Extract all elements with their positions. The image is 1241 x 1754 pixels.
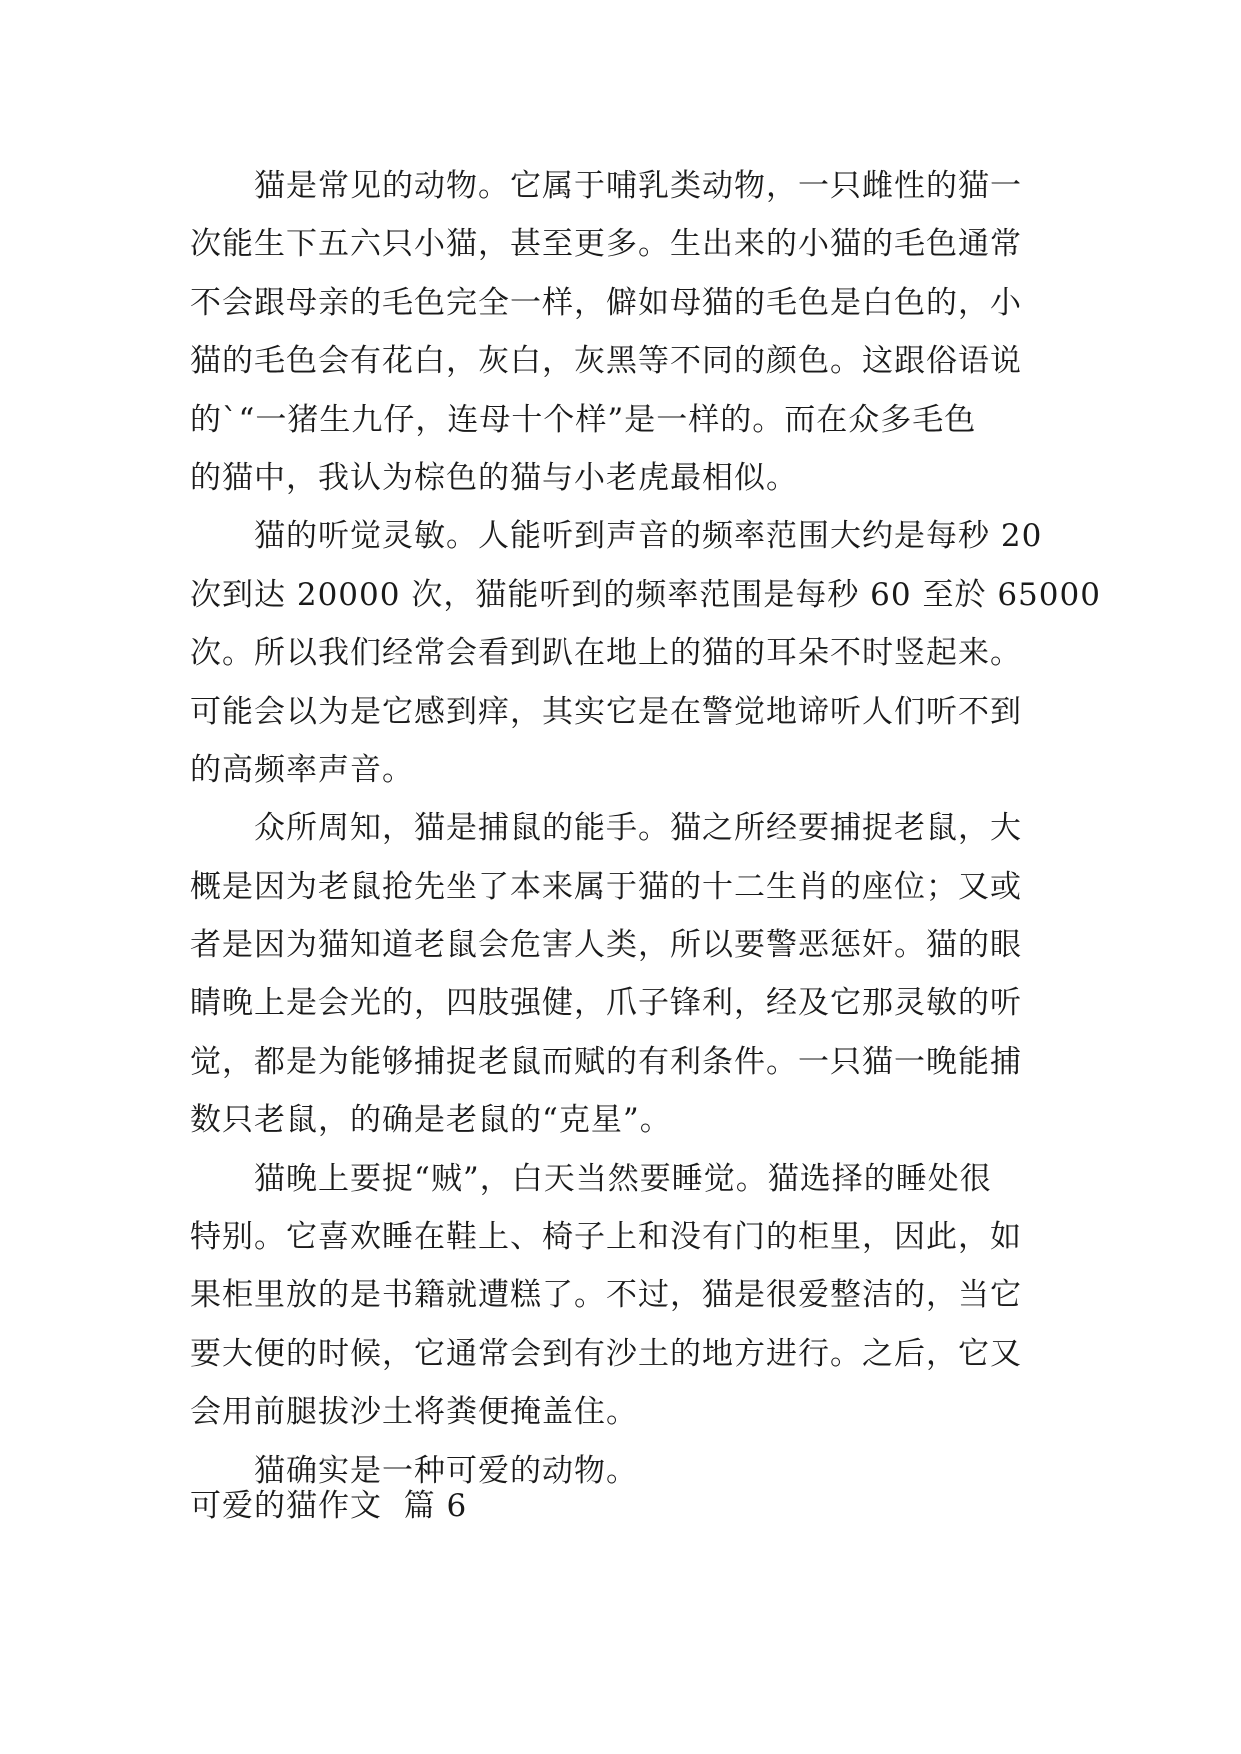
text-line: 次。所以我们经常会看到趴在地上的猫的耳朵不时竖起来。 bbox=[190, 635, 1022, 672]
section-heading: 可爱的猫作文 篇 6 bbox=[190, 1488, 468, 1524]
text-line: 众所周知，猫是捕鼠的能手。猫之所经要捕捉老鼠，大 bbox=[190, 810, 1022, 847]
text-line: 要大便的时候，它通常会到有沙土的地方进行。之后，它又 bbox=[190, 1335, 1022, 1372]
paragraph-1 bbox=[190, 157, 1070, 507]
text-line: 的`“一猪生九仔，连母十个样”是一样的。而在众多毛色 bbox=[190, 401, 977, 438]
article-body bbox=[190, 157, 1101, 1500]
text-line: 概是因为老鼠抢先坐了本来属于猫的十二生肖的座位；又或 bbox=[190, 868, 1022, 905]
text-line: 的高频率声音。 bbox=[190, 751, 414, 788]
text-line: 次到达 20000 次，猫能听到的频率范围是每秒 60 至於 65000 bbox=[190, 576, 1101, 613]
text-line: 猫确实是一种可爱的动物。 bbox=[190, 1452, 638, 1489]
text-line: 猫的听觉灵敏。人能听到声音的频率范围大约是每秒 20 bbox=[190, 518, 1043, 555]
text-line: 睛晚上是会光的，四肢强健，爪子锋利，经及它那灵敏的听 bbox=[190, 985, 1022, 1022]
text-line: 者是因为猫知道老鼠会危害人类，所以要警恶惩奸。猫的眼 bbox=[190, 927, 1022, 964]
text-line: 不会跟母亲的毛色完全一样，僻如母猫的毛色是白色的，小 bbox=[190, 284, 1022, 321]
text-line: 次能生下五六只小猫，甚至更多。生出来的小猫的毛色通常 bbox=[190, 226, 1022, 263]
text-line: 猫是常见的动物。它属于哺乳类动物，一只雌性的猫一 bbox=[190, 168, 1022, 204]
text-line: 果柜里放的是书籍就遭糕了。不过，猫是很爱整洁的，当它 bbox=[190, 1277, 1022, 1314]
text-line: 觉，都是为能够捕捉老鼠而赋的有利条件。一只猫一晚能捕 bbox=[190, 1043, 1022, 1080]
text-line: 数只老鼠，的确是老鼠的“克星”。 bbox=[190, 1102, 672, 1139]
text-line: 可能会以为是它感到痒，其实它是在警觉地谛听人们听不到 bbox=[190, 693, 1022, 730]
text-line: 猫晚上要捉“贼”，白天当然要睡觉。猫选择的睡处很 bbox=[190, 1160, 992, 1197]
paragraph-3 bbox=[190, 799, 1070, 1149]
text-line: 会用前腿拔沙土将粪便掩盖住。 bbox=[190, 1394, 638, 1431]
text-line: 的猫中，我认为棕色的猫与小老虎最相似。 bbox=[190, 459, 798, 496]
text-line: 猫的毛色会有花白，灰白，灰黑等不同的颜色。这跟俗语说 bbox=[190, 343, 1022, 380]
text-line: 特别。它喜欢睡在鞋上、椅子上和没有门的柜里，因此，如 bbox=[190, 1219, 1022, 1256]
paragraph-2 bbox=[190, 507, 1101, 799]
paragraph-4 bbox=[190, 1150, 1070, 1442]
